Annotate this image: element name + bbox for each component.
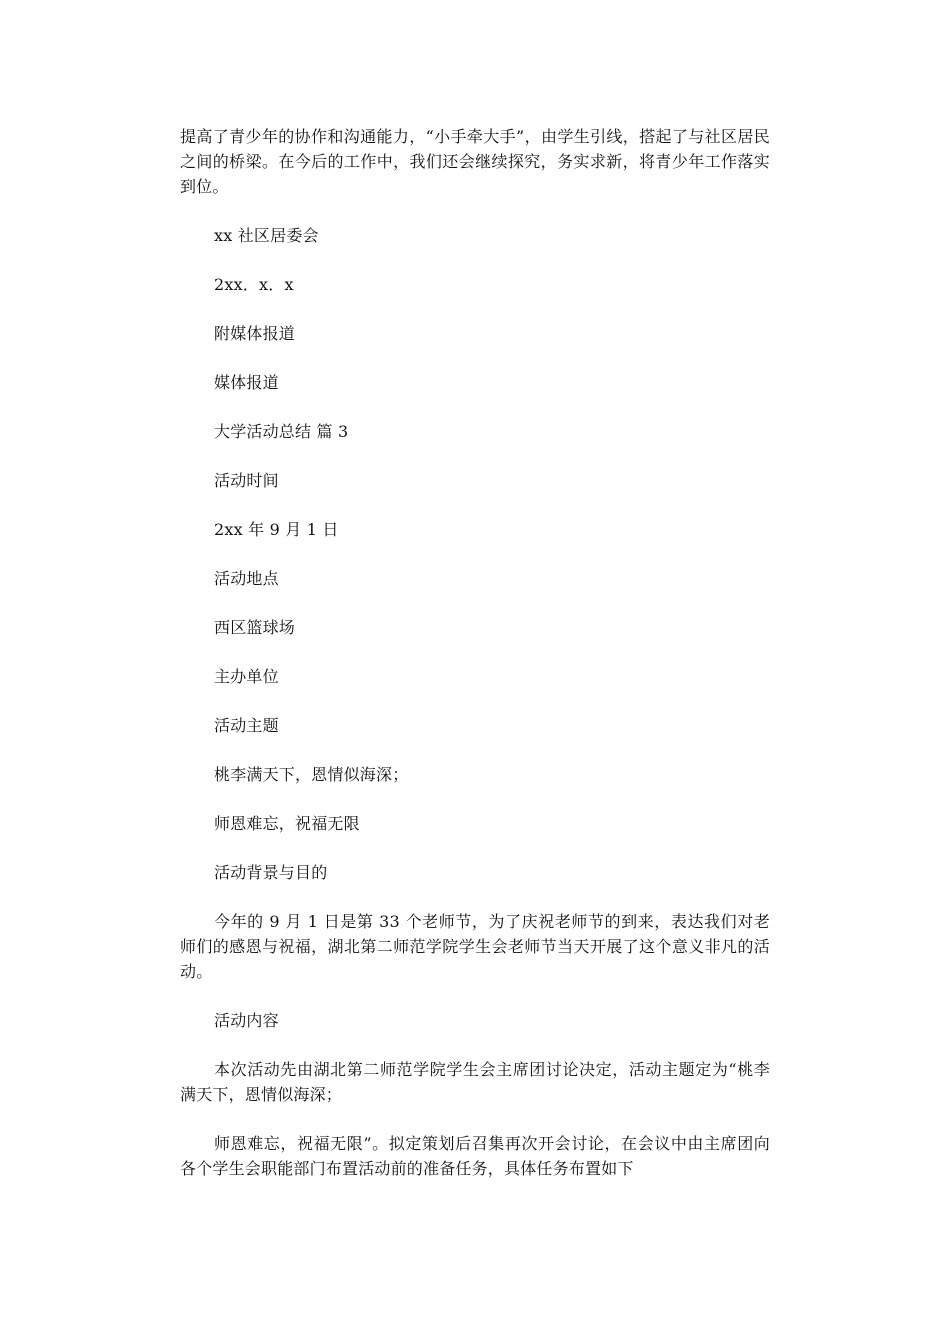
- value-theme-line-2: 师恩难忘，祝福无限: [214, 814, 360, 833]
- label-activity-time: 活动时间: [214, 471, 279, 490]
- label-activity-content: 活动内容: [214, 1011, 279, 1030]
- paragraph-content-2: 师恩难忘，祝福无限”。拟定策划后召集再次开会讨论，在会议中由主席团向各个学生会职能部门布置活动前的准备任务，具体任务布置如下: [180, 1134, 770, 1178]
- document-body: [180, 124, 770, 1181]
- value-activity-time: 2xx 年 9 月 1 日: [214, 520, 339, 539]
- paragraph-content-1: 本次活动先由湖北第二师范学院学生会主席团讨论决定，活动主题定为“桃李满天下，恩情似海深；: [180, 1060, 770, 1104]
- paragraph-signature-date: 2xx．x．x: [214, 275, 294, 294]
- paragraph-background: 今年的 9 月 1 日是第 33 个老师节，为了庆祝老师节的到来，表达我们对老师们的感恩与祝福，湖北第二师范学院学生会老师节当天开展了这个意义非凡的活动。: [180, 912, 770, 981]
- paragraph-media-report: 媒体报道: [214, 373, 279, 392]
- value-theme-line-1: 桃李满天下，恩情似海深；: [214, 765, 409, 784]
- label-organizer: 主办单位: [214, 667, 279, 686]
- label-background-purpose: 活动背景与目的: [214, 863, 328, 882]
- paragraph-signature-org: xx 社区居委会: [214, 226, 319, 245]
- label-activity-theme: 活动主题: [214, 716, 279, 735]
- label-activity-location: 活动地点: [214, 569, 279, 588]
- paragraph-closing-summary: 提高了青少年的协作和沟通能力，“小手牵大手”，由学生引线，搭起了与社区居民之间的桥梁。在今后的工作中，我们还会继续探究，务实求新，将青少年工作落实到位。: [180, 127, 770, 196]
- paragraph-attachment-note: 附媒体报道: [214, 324, 296, 343]
- section-title: 大学活动总结 篇 3: [214, 422, 349, 441]
- value-activity-location: 西区篮球场: [214, 618, 296, 637]
